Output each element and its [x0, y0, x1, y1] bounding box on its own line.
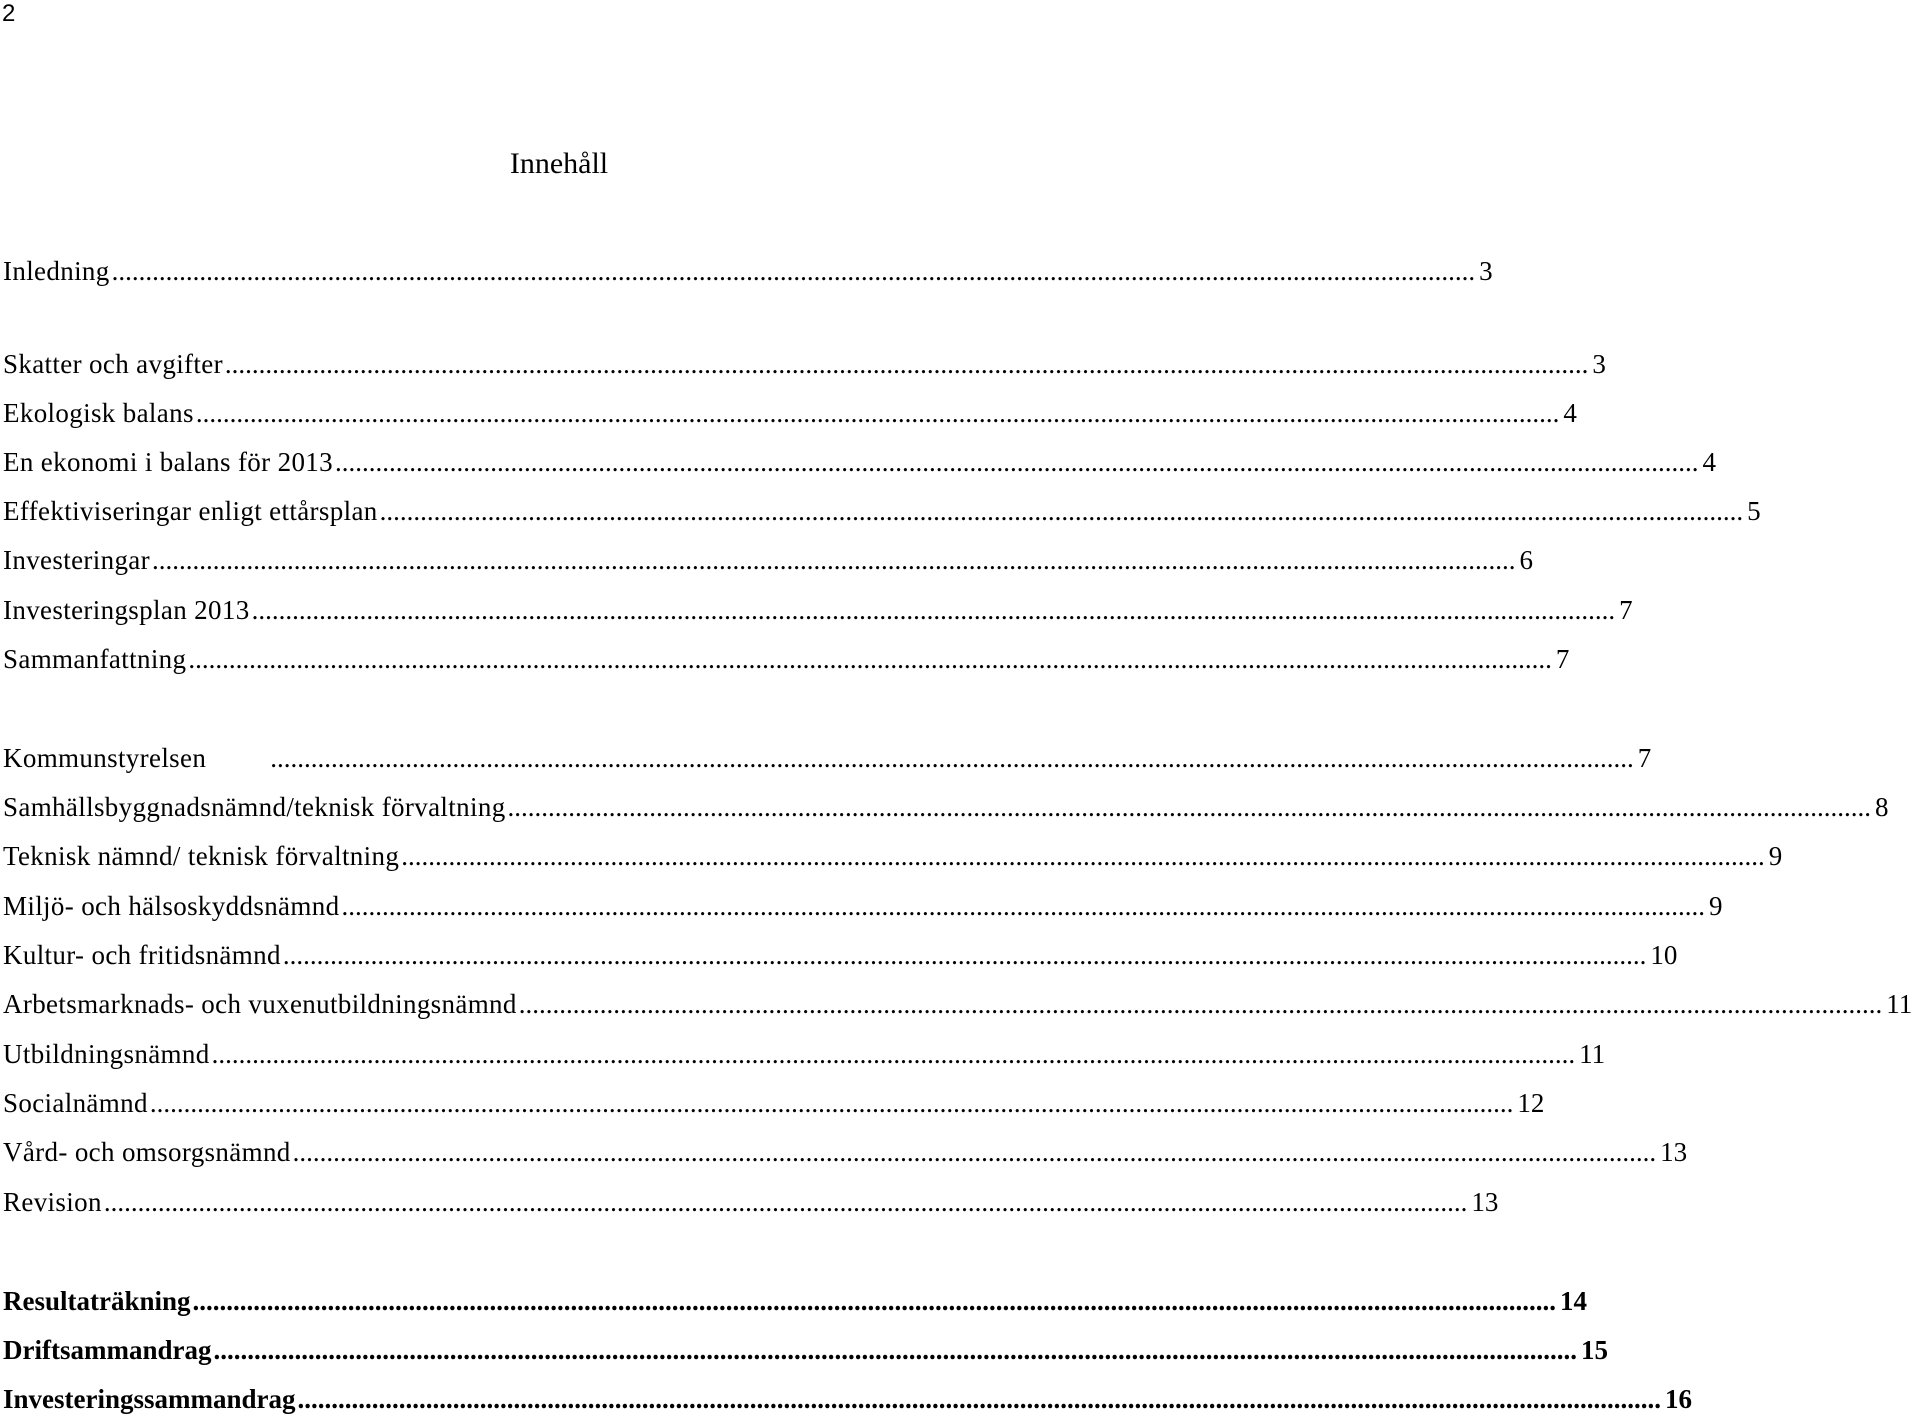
toc-dot-leader: .......................................................................................................................................................................................................... [149, 1088, 1514, 1118]
toc-entry-label: Samhällsbyggnadsnämnd/teknisk förvaltning [3, 792, 506, 822]
toc-entry-label: Vård- och omsorgsnämnd [3, 1137, 291, 1167]
toc-entry-label: Investeringar [3, 545, 150, 575]
toc-entry-page: 13 [1660, 1137, 1688, 1167]
toc-entry-revision[interactable] [3, 1186, 1499, 1218]
toc-entry-kommunstyrelsen[interactable] [3, 742, 1652, 774]
toc-dot-leader: .......................................................................................................................................................................................................... [379, 496, 1744, 526]
toc-entry-investeringssammandrag[interactable] [3, 1383, 1693, 1415]
toc-entry-miljo-och-halsoskyddsnamnd[interactable] [3, 890, 1723, 922]
page-number: 2 [2, 0, 16, 27]
toc-entry-resultatrakning[interactable] [3, 1285, 1588, 1317]
toc-dot-leader: .......................................................................................................................................................................................................... [103, 1187, 1468, 1217]
toc-dot-leader: .......................................................................................................................................................................................................... [195, 398, 1560, 428]
toc-dot-leader: .......................................................................................................................................................................................................... [192, 1286, 1557, 1316]
toc-entry-investeringar[interactable] [3, 544, 1533, 576]
toc-entry-teknisk-namnd[interactable] [3, 840, 1783, 872]
toc-entry-label: Miljö- och hälsoskyddsnämnd [3, 891, 340, 921]
toc-dot-leader: .......................................................................................................................................................................................................... [341, 891, 1705, 921]
toc-entry-driftsammandrag[interactable] [3, 1334, 1608, 1366]
toc-entry-socialnamnd[interactable] [3, 1087, 1545, 1119]
toc-entry-label: En ekonomi i balans för 2013 [3, 447, 333, 477]
toc-entry-ekologisk-balans[interactable] [3, 397, 1577, 429]
toc-entry-page: 10 [1650, 940, 1678, 970]
toc-entry-page: 12 [1517, 1088, 1545, 1118]
toc-entry-page: 6 [1519, 545, 1533, 575]
toc-entry-sammanfattning[interactable] [3, 643, 1570, 675]
toc-entry-label: Ekologisk balans [3, 398, 194, 428]
toc-dot-leader: .......................................................................................................................................................................................................... [270, 743, 1634, 773]
toc-entry-page: 11 [1886, 989, 1912, 1019]
toc-entry-label: Revision [3, 1187, 102, 1217]
toc-entry-utbildningsnamnd[interactable] [3, 1038, 1606, 1070]
toc-entry-label: Kommunstyrelsen [3, 743, 207, 773]
toc-dot-leader: .......................................................................................................................................................................................................... [335, 447, 1699, 477]
toc-entry-page: 16 [1665, 1384, 1693, 1414]
toc-entry-page: 3 [1479, 256, 1493, 286]
toc-dot-leader: .......................................................................................................................................................................................................... [211, 1039, 1576, 1069]
toc-dot-leader: .......................................................................................................................................................................................................... [188, 644, 1552, 674]
toc-entry-en-ekonomi-i-balans[interactable] [3, 446, 1716, 478]
toc-dot-leader: .......................................................................................................................................................................................................... [224, 349, 1589, 379]
toc-entry-page: 7 [1555, 644, 1570, 674]
toc-dot-leader: .......................................................................................................................................................................................................... [213, 1335, 1577, 1365]
toc-entry-label: Skatter och avgifter [3, 349, 223, 379]
toc-entry-label: Inledning [3, 256, 110, 286]
toc-entry-effektiviseringar[interactable] [3, 495, 1761, 527]
toc-entry-investeringsplan[interactable] [3, 594, 1633, 626]
toc-title: Innehåll [509, 147, 609, 180]
toc-dot-leader: .......................................................................................................................................................................................................... [292, 1137, 1657, 1167]
toc-entry-page: 14 [1560, 1286, 1588, 1316]
toc-entry-page: 4 [1563, 398, 1577, 428]
toc-entry-page: 11 [1579, 1039, 1606, 1069]
toc-entry-page: 4 [1702, 447, 1716, 477]
toc-dot-leader: .......................................................................................................................................................................................................... [251, 595, 1616, 625]
toc-dot-leader: .......................................................................................................................................................................................................... [282, 940, 1647, 970]
toc-dot-leader: .......................................................................................................................................................................................................... [518, 989, 1883, 1019]
toc-entry-label: Kultur- och fritidsnämnd [3, 940, 281, 970]
toc-entry-page: 7 [1619, 595, 1633, 625]
toc-entry-page: 9 [1768, 841, 1783, 871]
toc-dot-leader: .......................................................................................................................................................................................................... [401, 841, 1765, 871]
toc-entry-kultur-och-fritidsnamnd[interactable] [3, 939, 1678, 971]
toc-dot-leader: .......................................................................................................................................................................................................... [507, 792, 1872, 822]
toc-dot-leader: .......................................................................................................................................................................................................... [297, 1384, 1662, 1414]
toc-entry-page: 15 [1580, 1335, 1608, 1365]
toc-entry-page: 3 [1592, 349, 1606, 379]
toc-entry-arbetsmarknads-och-vuxenutbildningsnamnd[interactable] [3, 988, 1912, 1020]
toc-entry-vard-och-omsorgsnamnd[interactable] [3, 1136, 1688, 1168]
toc-entry-label: Arbetsmarknads- och vuxenutbildningsnämnd [3, 989, 517, 1019]
toc-entry-page: 8 [1875, 792, 1889, 822]
toc-entry-label: Teknisk nämnd/ teknisk förvaltning [3, 841, 400, 871]
toc-dot-leader: .......................................................................................................................................................................................................... [111, 256, 1476, 286]
toc-entry-label: Investeringsplan 2013 [3, 595, 250, 625]
toc-entry-label: Utbildningsnämnd [3, 1039, 210, 1069]
toc-entry-label: Sammanfattning [3, 644, 187, 674]
toc-entry-label: Investeringssammandrag [3, 1384, 296, 1414]
toc-entry-skatter-och-avgifter[interactable] [3, 348, 1606, 380]
toc-entry-page: 9 [1708, 891, 1723, 921]
toc-entry-label: Socialnämnd [3, 1088, 148, 1118]
toc-entry-label: Driftsammandrag [3, 1335, 212, 1365]
toc-entry-samhallsbyggnadsnamnd[interactable] [3, 791, 1889, 823]
toc-entry-page: 5 [1747, 496, 1761, 526]
toc-dot-leader: .......................................................................................................................................................................................................... [152, 545, 1516, 575]
toc-entry-label: Resultaträkning [3, 1286, 191, 1316]
toc-entry-page: 13 [1471, 1187, 1499, 1217]
toc-entry-label: Effektiviseringar enligt ettårsplan [3, 496, 378, 526]
toc-entry-page: 7 [1637, 743, 1652, 773]
toc-entry-inledning[interactable] [3, 255, 1493, 287]
